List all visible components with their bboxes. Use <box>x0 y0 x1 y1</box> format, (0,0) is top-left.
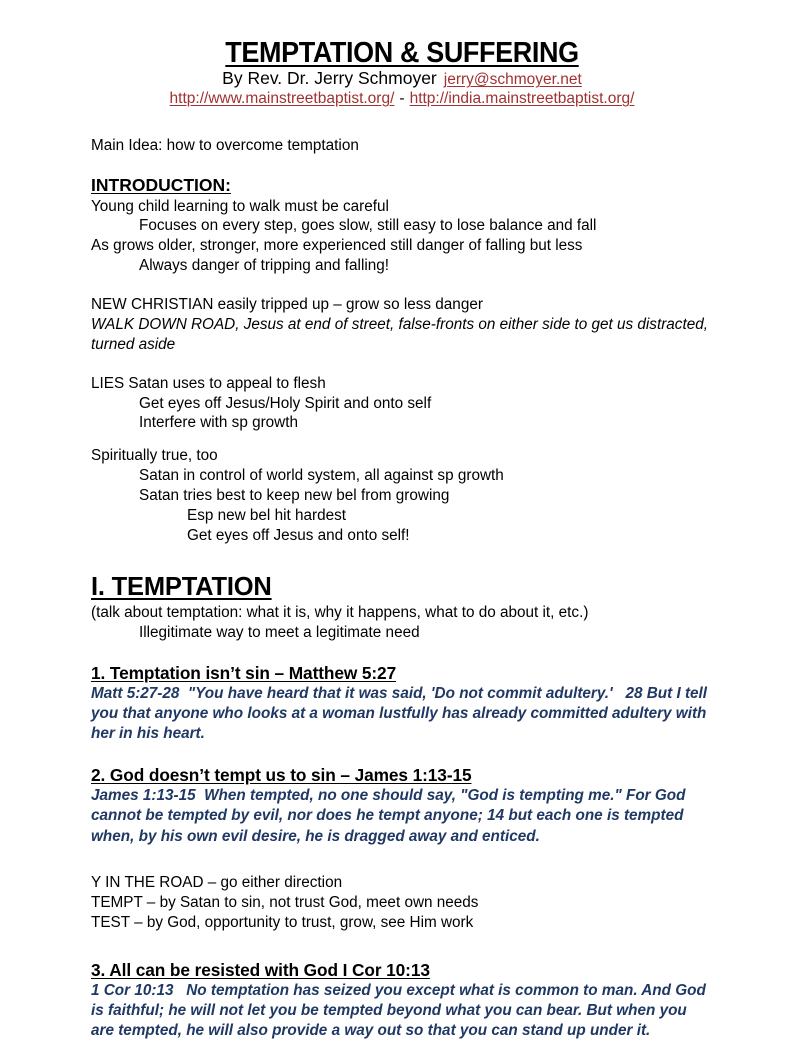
point-3-scripture: 1 Cor 10:13 No temptation has seized you except what is common to man. And God is faithful; he will not let you be tempted beyond what you can bear. But when you are tempted, he will also provide a way out so that you can stand up under it. <box>91 981 711 1040</box>
point-2-heading: 2. God doesn’t tempt us to sin – James 1:13-15 <box>91 764 472 785</box>
lies-item-1: Interfere with sp growth <box>139 414 298 432</box>
walk-down-road-line: WALK DOWN ROAD, Jesus at end of street, false-fronts on either side to get us distracted, turned aside <box>91 315 713 353</box>
author-name: By Rev. Dr. Jerry Schmoyer <box>222 68 437 89</box>
spacer <box>91 433 713 446</box>
intro-line-3: Always danger of tripping and falling! <box>139 257 390 275</box>
section-one-heading: I. TEMPTATION <box>91 572 272 601</box>
section-one-note: (talk about temptation: what it is, why it happens, what to do about it, etc.) <box>91 603 589 621</box>
intro-line-2: As grows older, stronger, more experienced still danger of falling but less <box>91 237 583 255</box>
new-christian-line: NEW CHRISTIAN easily tripped up – grow so less danger <box>91 296 483 314</box>
road-line-2: TEST – by God, opportunity to trust, grow, see Him work <box>91 913 474 931</box>
road-line-0: Y IN THE ROAD – go either direction <box>91 873 343 891</box>
point-2-heading-wrap <box>91 764 713 786</box>
section-one-subnote: Illegitimate way to meet a legitimate need <box>139 623 420 641</box>
spiritually-subitem-0: Esp new bel hit hardest <box>187 506 347 524</box>
spacer <box>91 847 713 873</box>
spiritually-item-1: Satan tries best to keep new bel from growing <box>139 487 450 505</box>
main-idea-line: Main Idea: how to overcome temptation <box>91 136 359 154</box>
spacer <box>91 156 713 175</box>
link-separator: - <box>399 90 405 108</box>
point-2-scripture: James 1:13-15 When tempted, no one should say, "God is tempting me." For God cannot be tempted by evil, nor does he tempt anyone; 14 but each one is tempted when, by his own evil desire, he is dragged away and enticed. <box>91 786 690 845</box>
spiritually-heading-line: Spiritually true, too <box>91 447 218 465</box>
intro-line-1: Focuses on every step, goes slow, still easy to lose balance and fall <box>139 217 597 235</box>
spiritually-item-0: Satan in control of world system, all against sp growth <box>139 467 504 485</box>
spacer <box>91 745 713 764</box>
website-link-india[interactable]: http://india.mainstreetbaptist.org/ <box>409 90 635 108</box>
intro-line-0: Young child learning to walk must be careful <box>91 197 389 215</box>
point-3-heading: 3. All can be resisted with God I Cor 10:13 <box>91 959 430 980</box>
point-3-heading-wrap <box>91 959 713 981</box>
spacer <box>91 355 713 374</box>
document-body <box>91 136 713 1042</box>
introduction-heading-wrap <box>91 175 713 197</box>
road-line-1: TEMPT – by Satan to sin, not trust God, meet own needs <box>91 893 479 911</box>
lies-item-0: Get eyes off Jesus/Holy Spirit and onto self <box>139 394 432 412</box>
lies-heading-line: LIES Satan uses to appeal to flesh <box>91 374 326 392</box>
author-email-link[interactable]: jerry@schmoyer.net <box>443 71 582 89</box>
spiritually-subitem-1: Get eyes off Jesus and onto self! <box>187 526 410 544</box>
spacer <box>91 276 713 295</box>
website-link-main[interactable]: http://www.mainstreetbaptist.org/ <box>169 90 395 108</box>
document-header <box>91 38 713 108</box>
point-1-heading: 1. Temptation isn’t sin – Matthew 5:27 <box>91 662 397 683</box>
point-1-heading-wrap <box>91 662 713 684</box>
spacer <box>91 643 713 662</box>
point-1-scripture: Matt 5:27-28 "You have heard that it was said, 'Do not commit adultery.' 28 But I tell you that anyone who looks at a woman lustfully has already committed adultery with her in his heart. <box>91 684 712 743</box>
introduction-heading: INTRODUCTION: <box>91 174 231 195</box>
spacer <box>91 546 713 572</box>
section-one-heading-wrap <box>91 572 713 603</box>
spacer <box>91 933 713 959</box>
document-title: TEMPTATION & SUFFERING <box>225 37 579 69</box>
byline <box>91 69 713 89</box>
website-links <box>91 90 713 108</box>
